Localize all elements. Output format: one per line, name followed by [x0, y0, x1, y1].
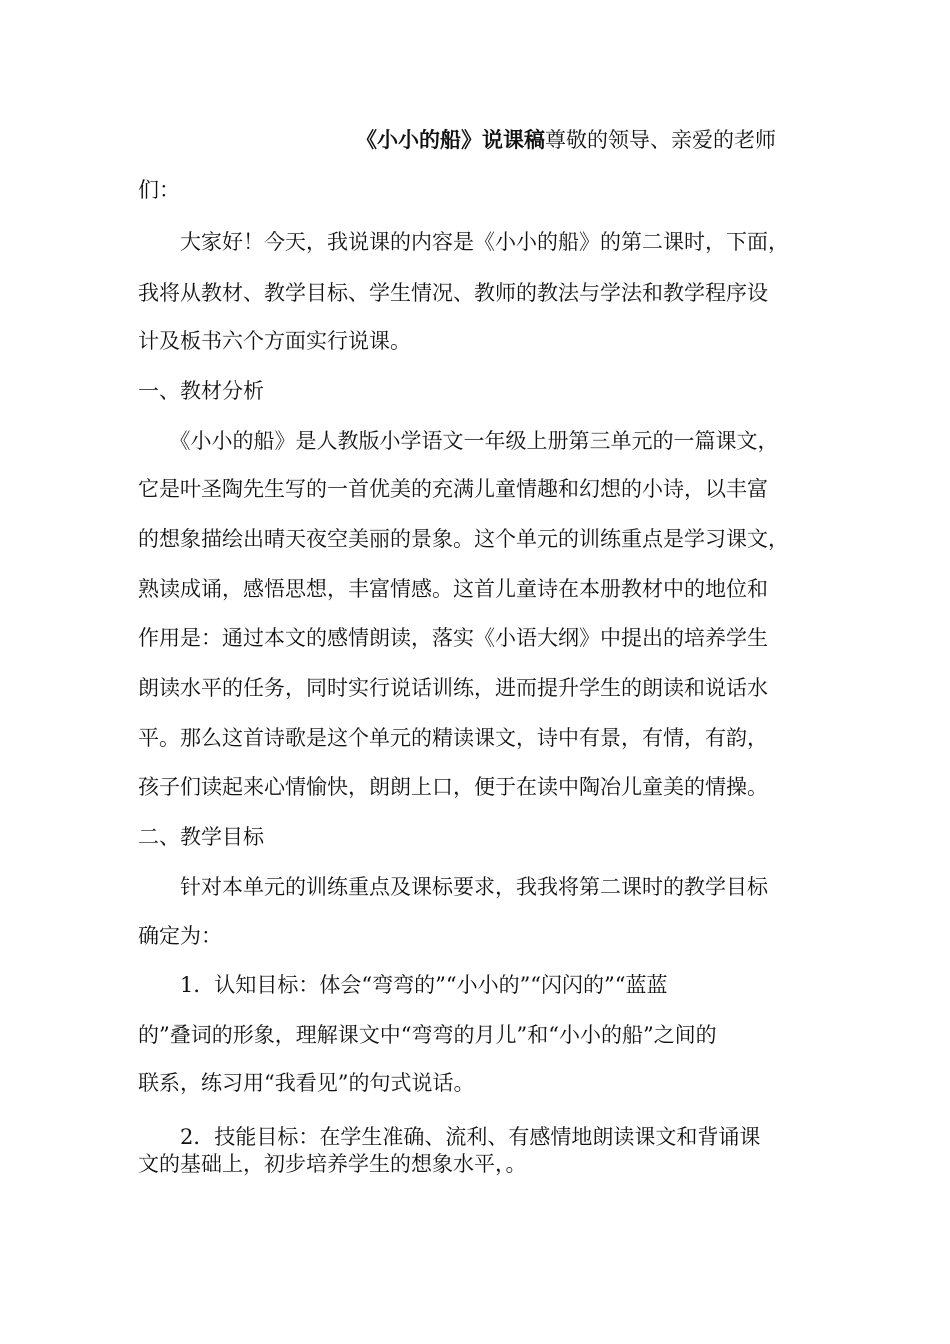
- title-line: [356, 127, 776, 153]
- text-line: 朗读水平的任务，同时实行说话训练，进而提升学生的朗读和说话水: [138, 676, 768, 700]
- text-line: 确定为：: [138, 924, 222, 948]
- text-line: 2．技能目标：在学生准确、流利、有感情地朗读课文和背诵课: [138, 1125, 761, 1149]
- salutation-start: 尊敬的领导、亲爱的老师: [545, 128, 776, 152]
- text-line: 大家好！今天，我说课的内容是《小小的船》的第二课时，下面，: [138, 230, 789, 254]
- text-line: 的”叠词的形象，理解课文中“弯弯的月儿”和“小小的船”之间的: [138, 1023, 717, 1047]
- text-line: 熟读成诵，感悟思想，丰富情感。这首儿童诗在本册教材中的地位和: [138, 577, 768, 601]
- text-line: 针对本单元的训练重点及课标要求，我我将第二课时的教学目标: [138, 875, 768, 899]
- text-line: 孩子们读起来心情愉快，朗朗上口，便于在读中陶冶儿童美的情操。: [138, 775, 768, 799]
- text-line: 的想象描绘出晴天夜空美丽的景象。这个单元的训练重点是学习课文，: [138, 527, 789, 551]
- text-line: 文的基础上，初步培养学生的想象水平，。: [138, 1152, 527, 1176]
- text-line: 1．认知目标：体会“弯弯的”“小小的”“闪闪的”“蓝蓝: [138, 973, 668, 997]
- text-line: 计及板书六个方面实行说课。: [138, 329, 411, 353]
- section-heading: 二、教学目标: [138, 825, 264, 849]
- text-line: 联系，练习用“我看见”的句式说话。: [138, 1071, 475, 1095]
- text-line: 我将从教材、教学目标、学生情况、教师的教法与学法和教学程序设: [138, 281, 768, 305]
- document-title: 《小小的船》说课稿: [356, 128, 545, 152]
- text-line: 作用是：通过本文的感情朗读，落实《小语大纲》中提出的培养学生: [138, 626, 768, 650]
- text-line: 们：: [138, 178, 180, 202]
- text-line: 它是叶圣陶先生写的一首优美的充满儿童情趣和幻想的小诗，以丰富: [138, 477, 768, 501]
- section-heading: 一、教材分析: [138, 379, 264, 403]
- text-line: 《小小的船》是人教版小学语文一年级上册第三单元的一篇课文，: [138, 429, 779, 453]
- text-line: 平。那么这首诗歌是这个单元的精读课文，诗中有景，有情，有韵，: [138, 726, 768, 750]
